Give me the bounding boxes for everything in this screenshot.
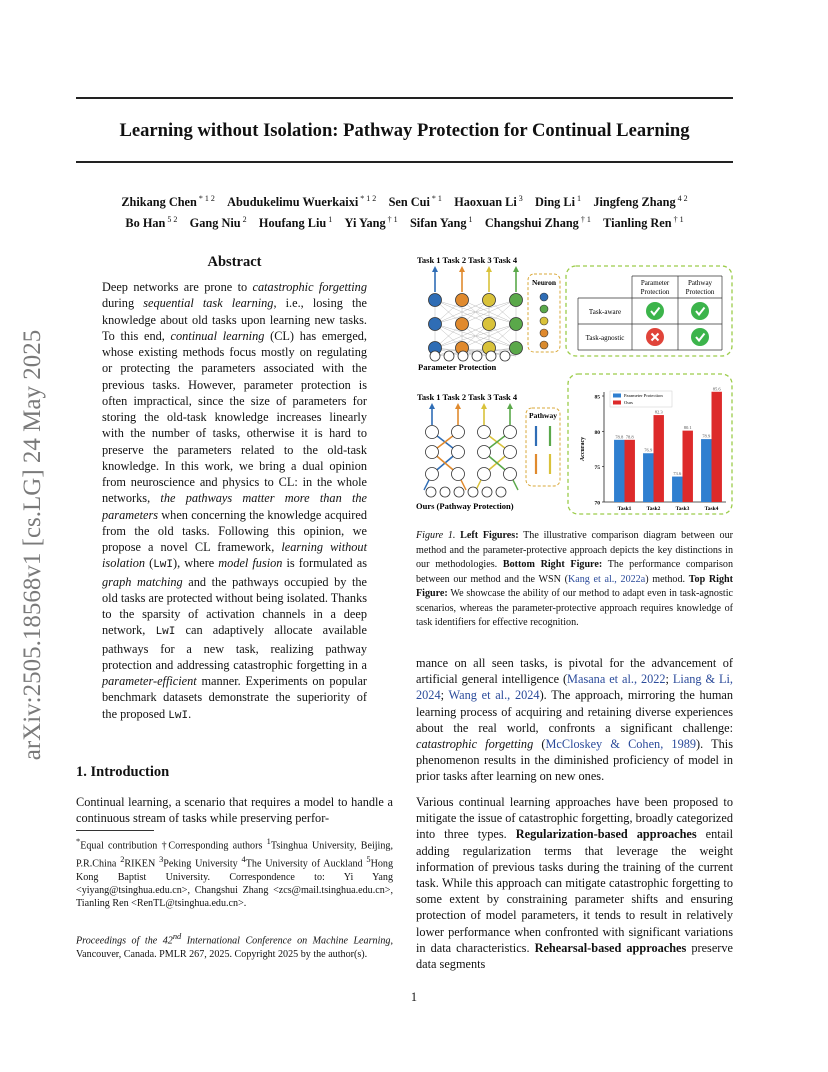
neuron (456, 318, 469, 331)
neuron (426, 468, 439, 481)
neuron (452, 426, 465, 439)
neuron (426, 426, 439, 439)
neuron (452, 446, 465, 459)
author-name: Abudukelimu Wuerkaixi (227, 195, 359, 210)
bar-value-label: 78.8 (625, 434, 634, 440)
bar-value-label: 78.9 (702, 433, 711, 439)
arrow-head (455, 403, 461, 409)
author-line-2 (76, 211, 733, 232)
author-name: Bo Han (125, 216, 166, 231)
author-affiliation-mark: 1 (575, 194, 582, 203)
input-neuron (458, 351, 468, 361)
author-name: Ding Li (535, 195, 576, 210)
author-affiliation-mark: 3 (516, 194, 523, 203)
table-row-label: Task-aware (588, 308, 622, 316)
check-icon (646, 302, 664, 320)
input-neuron (496, 487, 506, 497)
bar (672, 477, 682, 502)
author-affiliation-mark: 1 (326, 215, 333, 225)
arrow-head (429, 403, 435, 409)
arrow-head (432, 266, 438, 272)
footnote-rule (76, 830, 154, 831)
neuron (510, 294, 523, 307)
y-axis-label: Accuracy (580, 436, 586, 462)
author-name: Sen Cui (388, 195, 430, 210)
arrow-head (459, 266, 465, 272)
legend-neuron (540, 305, 548, 313)
bar-value-label: 78.8 (615, 434, 624, 440)
input-neuron (482, 487, 492, 497)
table-header: Protection (685, 288, 715, 296)
y-tick-label: 75 (594, 465, 600, 472)
paper-title: Learning without Isolation: Pathway Protection for Continual Learning (119, 120, 690, 141)
author-list (76, 190, 733, 232)
footnote-proceedings: Proceedings of the 42nd International Conference on Machine Learning, Vancouver, Canada. PMLR 267, 2025. Copyright 2025 by the author(s). (76, 932, 393, 960)
figure-1 (412, 252, 734, 520)
x-tick-label: Task3 (675, 506, 690, 512)
bar (643, 453, 653, 502)
input-neuron (468, 487, 478, 497)
comparison-table (578, 276, 722, 350)
neuron-label: Neuron (531, 278, 557, 287)
table-row-label: Task-agnostic (585, 334, 625, 342)
input-neuron (426, 487, 436, 497)
bar-value-label: 80.1 (683, 425, 692, 431)
pathway-protection-network (424, 403, 518, 497)
top-rule (76, 97, 733, 99)
bottom-task-labels: Task 1 Task 2 Task 3 Task 4 (417, 392, 518, 402)
arrow-head (507, 403, 513, 409)
citation-link[interactable]: Masana et al., 2022 (567, 672, 666, 687)
input-neuron (486, 351, 496, 361)
author-affiliation-mark: 1 (466, 215, 473, 225)
bar (683, 431, 693, 502)
legend-neuron (540, 317, 548, 325)
author-affiliation-mark: 4 2 (675, 194, 688, 203)
neuron (478, 446, 491, 459)
author-line-1 (76, 190, 733, 211)
footnote-affiliations: *Equal contribution †Corresponding authors $^1$Tsinghua University, Beijing, P.R.China $^2$RIKEN $^3$Peking University $^4$The University of Auckland $^5$Hong Kong Baptist University. Correspondence to: Yi Yang <yiyang@tsinghua.edu.cn>, Changshui Zhang <zcs@mail.tsinghua.edu.cn>, Tianling Ren <RenTL@tsinghua.edu.cn>. (76, 837, 393, 910)
bar (614, 440, 624, 502)
author-affiliation-mark: 5 2 (165, 215, 178, 225)
bar-value-label: 85.6 (712, 386, 721, 392)
legend-swatch (613, 401, 621, 405)
bar-value-label: 73.6 (673, 471, 682, 477)
author-name: Yi Yang (344, 216, 386, 231)
bar-value-label: 76.9 (644, 447, 653, 453)
table-header: Parameter (640, 279, 670, 287)
citation-link[interactable]: Liang & Li, 2024 (416, 672, 733, 703)
author-affiliation-mark: * 1 2 (196, 194, 215, 203)
y-tick-label: 80 (594, 429, 600, 436)
citation-link[interactable]: Kang et al., 2022a (567, 573, 646, 585)
input-neuron (430, 351, 440, 361)
author-affiliation-mark: * 1 2 (358, 194, 377, 203)
neuron (483, 294, 496, 307)
neuron (456, 294, 469, 307)
citation-link[interactable]: McCloskey & Cohen, 1989 (545, 737, 697, 752)
right-paragraph-1: mance on all seen tasks, is pivotal for the advancement of artificial general intelligence (Masana et al., 2022; Liang & Li, 2024; Wang et al., 2024). The approach, mirroring the human learning process of acquiring and retaining diverse experiences about the real world, confronts a significant challenge: catastrophic forgetting (McCloskey & Cohen, 1989). This phenomenon results in the diminished proficiency of model in prior tasks after learning on new ones. (416, 656, 734, 784)
bar (712, 392, 722, 502)
abstract-text: Deep networks are prone to catastrophic forgetting during sequential task learning, i.e., losing the knowledge about old tasks upon learning new tasks. To this end, continual learning (CL) has emerged, whose existing methods focus mostly on regulating or protecting the parameters associated with the previous tasks. However, parameter protection is often impractical, since the size of parameters for storing the old-task knowledge increases linearly with the number of tasks, otherwise it is hard to preserve the parameters related to the old-task knowledge. In this work, we bring a dual opinion from neuroscience and physics to CL: in the whole networks, the pathways matter more than the parameters when concerning the knowledge acquired from the old tasks. Following this opinion, we propose a novel CL framework, learning without isolation (LwI), where model fusion is formulated as graph matching and the pathways occupied by the old tasks are protected without being isolated. Thanks to the sparsity of activation channels in a deep network, LwI can adaptively allocate available pathways for a new task, realizing pathway protection and addressing catastrophic forgetting in a parameter-efficient manner. Experiments on popular benchmark datasets demonstrate the superiority of the proposed LwI. (102, 280, 368, 722)
x-tick-label: Task2 (646, 506, 661, 512)
top-task-labels: Task 1 Task 2 Task 3 Task 4 (417, 255, 518, 265)
pathway-legend (536, 426, 550, 474)
bar (654, 415, 664, 502)
neuron (504, 446, 517, 459)
page-number: 1 (410, 990, 418, 1004)
right-paragraph-2: Various continual learning approaches have been proposed to mitigate the issue of catastrophic forgetting, broadly categorized into three types. Regularization-based approaches entail adding regularization terms that leverage the weight information of previous tasks during the training of the current task. While this approach can mitigate catastrophic forgetting to some extent by constraining parameter shifts and ensuring protection of model parameters, it tends to result in relatively lower performance when confronted with significant variations in data characteristics. Rehearsal-based approaches preserve data segments (416, 795, 733, 972)
ours-label: Ours (Pathway Protection) (416, 501, 514, 511)
bar (625, 440, 635, 502)
neuron (504, 426, 517, 439)
author-name: Houfang Liu (258, 216, 327, 231)
x-tick-label: Task1 (617, 506, 632, 512)
table-header: Protection (640, 288, 670, 296)
input-neuron (444, 351, 454, 361)
bar-value-label: 82.3 (654, 409, 663, 415)
bar (701, 439, 711, 502)
parameter-protection-label: Parameter Protection (418, 362, 497, 372)
abstract-heading: Abstract (207, 254, 262, 270)
author-name: Sifan Yang (409, 216, 467, 231)
neuron (429, 318, 442, 331)
input-neuron (500, 351, 510, 361)
arrow-head (486, 266, 492, 272)
author-affiliation-mark: † 1 (385, 215, 398, 225)
legend-neuron (540, 341, 548, 349)
arrow-head (513, 266, 519, 272)
neuron (478, 468, 491, 481)
input-neuron (472, 351, 482, 361)
y-tick-label: 70 (594, 500, 600, 507)
author-name: Changshui Zhang (484, 216, 579, 231)
pathway-label: Pathway (529, 411, 557, 420)
check-icon (691, 302, 709, 320)
author-affiliation-mark: † 1 (671, 215, 684, 225)
arrow-head (481, 403, 487, 409)
author-name: Jingfeng Zhang (593, 195, 676, 210)
arxiv-stamp: arXiv:2505.18568v1 [cs.LG] 24 May 2025 (19, 329, 46, 761)
legend-label: Parameter Protection (624, 393, 663, 399)
neuron (483, 318, 496, 331)
author-name: Tianling Ren (603, 216, 672, 231)
legend-neuron (540, 293, 548, 301)
table-header: Pathway (687, 279, 713, 287)
author-name: Gang Niu (189, 216, 241, 231)
section-heading-introduction: 1. Introduction (76, 764, 170, 780)
legend-label: Ours (624, 400, 633, 406)
intro-paragraph: Continual learning, a scenario that requires a model to handle a continuous stream of tasks while preserving perfor- (76, 795, 393, 826)
neuron (452, 468, 465, 481)
y-tick-label: 85 (594, 394, 600, 401)
neuron (504, 468, 517, 481)
neuron (426, 446, 439, 459)
figure-caption: Figure 1. Left Figures: The illustrative comparison diagram between our method and the parameter-protective approach depicts the key distinctions in our methodologies. Bottom Right Figure: The performance comparison between our method and the WSN (Kang et al., 2022a) method. Top Right Figure: We showcase the ability of our method to adapt even in task-agnostic scenarios, whereas the parameter-protective approach requires knowledge of task identifiers for effective recognition. (416, 530, 734, 628)
neuron (429, 294, 442, 307)
neuron-legend (540, 293, 548, 349)
check-icon (691, 328, 709, 346)
title-rule (76, 161, 733, 163)
author-name: Haoxuan Li (454, 195, 517, 210)
accuracy-bar-chart (580, 386, 726, 512)
input-neuron (440, 487, 450, 497)
x-tick-label: Task4 (704, 506, 719, 512)
legend-swatch (613, 394, 621, 398)
author-affiliation-mark: † 1 (578, 215, 591, 225)
parameter-protection-network (429, 266, 523, 361)
author-affiliation-mark: * 1 (429, 194, 442, 203)
author-affiliation-mark: 2 (240, 215, 247, 225)
input-neuron (454, 487, 464, 497)
citation-link[interactable]: Wang et al., 2024 (448, 688, 540, 703)
author-name: Zhikang Chen (121, 195, 197, 210)
legend-neuron (540, 329, 548, 337)
neuron (510, 318, 523, 331)
neuron (510, 342, 523, 355)
neuron (478, 426, 491, 439)
